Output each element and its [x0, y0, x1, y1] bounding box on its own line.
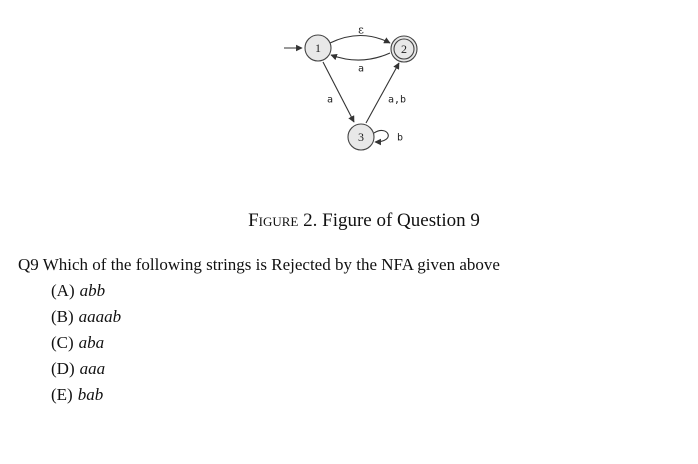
edge-label-1-to-2: ε [358, 23, 364, 37]
state-1-label: 1 [315, 41, 321, 55]
edge-2-to-1 [331, 53, 390, 60]
answer-option-b [51, 306, 121, 332]
figure-caption [0, 210, 698, 232]
question-number: Q9 [18, 255, 39, 274]
state-2-label: 2 [401, 42, 407, 56]
state-3-label: 3 [358, 130, 364, 144]
caption-title: Figure of Question 9 [322, 210, 480, 231]
option-value: aaaab [78, 307, 122, 326]
option-letter: (C) [51, 333, 74, 352]
answer-option-a [51, 280, 121, 306]
edge-label-3-self-loop: b [396, 132, 404, 144]
option-letter: (B) [51, 307, 74, 326]
state-2 [391, 36, 417, 62]
state-3 [348, 124, 374, 150]
option-letter: (E) [51, 385, 73, 404]
answer-option-e [51, 384, 121, 410]
answer-options [51, 280, 121, 410]
nfa-diagram [0, 0, 698, 200]
edge-1-to-2 [330, 36, 390, 44]
edge-label-1-to-3: a [326, 94, 334, 106]
option-letter: (D) [51, 359, 75, 378]
caption-prefix: Figure [248, 210, 299, 231]
option-value: bab [77, 385, 104, 404]
option-value: aaa [79, 359, 106, 378]
question-text: Which of the following strings is Rejected by the NFA given above [42, 255, 500, 274]
option-value: aba [78, 333, 105, 352]
option-value: abb [79, 281, 106, 300]
edge-label-2-to-1: a [357, 63, 365, 75]
option-letter: (A) [51, 281, 75, 300]
edge-3-to-2 [366, 63, 399, 123]
edge-label-3-to-2: a,b [387, 94, 407, 106]
question-stem [18, 255, 500, 275]
answer-option-c [51, 332, 121, 358]
edge-3-self-loop [374, 130, 388, 142]
state-1 [305, 35, 331, 61]
answer-option-d [51, 358, 121, 384]
edge-1-to-3 [323, 62, 354, 122]
caption-number: 2. [303, 210, 318, 231]
